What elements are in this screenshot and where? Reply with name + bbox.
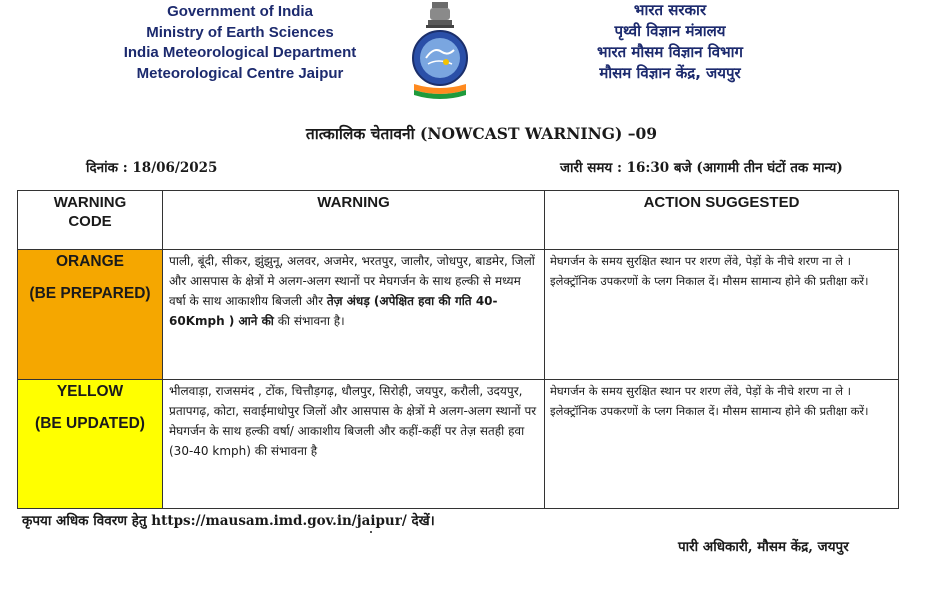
warning-text: भीलवाड़ा, राजसमंद , टोंक, चित्तौड़गढ़, धौलपुर, सिरोही, जयपुर, करौली, उदयपुर, प्रतापगढ़, कोटा, सवाईमाधोपुर जिलों और आसपास के क्षेत्रों मे अलग-अलग स्थानों पर मेघगर्जन के साथ हल्की वर्षा/ आकाशीय बिजली और कहीं-कहीं पर तेज़ सतही हवा (30-40 kmph) की संभावना है bbox=[163, 380, 545, 509]
header-hindi-line: भारत मौसम विज्ञान विभाग bbox=[597, 43, 743, 61]
header-english-line: Meteorological Centre Jaipur bbox=[136, 64, 344, 82]
imd-logo-icon bbox=[408, 0, 472, 100]
action-text: मेघगर्जन के समय सुरक्षित स्थान पर शरण लेंवे, पेड़ों के नीचे शरण ना ले । इलेक्ट्रॉनिक उपकरणों के प्लग निकाल दें। मौसम सामान्य होने की प्रतीक्षा करें। bbox=[545, 250, 899, 380]
action-text: मेघगर्जन के समय सुरक्षित स्थान पर शरण लेंवे, पेड़ों के नीचे शरण ना ले । इलेक्ट्रॉनिक उपकरणों के प्लग निकाल दें। मौसम सामान्य होने की प्रतीक्षा करें। bbox=[545, 380, 899, 509]
issue-time: जारी समय : 16:30 बजे (आगामी तीन घंटों तक मान्य) bbox=[560, 160, 843, 176]
column-header-warning: WARNING bbox=[163, 191, 545, 250]
table-row bbox=[18, 380, 899, 509]
table-row bbox=[18, 250, 899, 380]
details-link-text[interactable]: कृपया अधिक विवरण हेतु https://mausam.imd.gov.in/jaipur/ देखें। bbox=[22, 513, 435, 529]
warning-table bbox=[17, 190, 899, 509]
column-header-code-label: WARNING CODE bbox=[53, 194, 127, 230]
warning-text-tail: की संभावना है। bbox=[273, 314, 345, 328]
column-header-action: ACTION SUGGESTED bbox=[545, 191, 899, 250]
warning-text-plain: पाली, बूंदी, सीकर, झुंझुनू, अलवर, अजमेर, भरतपुर, जालौर, जोधपुर, बाडमेर, जिलों और आसपास के क्षेत्रों मे अलग-अलग स्थानों पर मेघगर्जन के साथ हल्की से मध्यम वर्षा के साथ आकाशीय बिजली और bbox=[169, 254, 535, 308]
header-hindi bbox=[560, 0, 780, 84]
header-english-line: India Meteorological Department bbox=[123, 44, 357, 61]
header-english-line: Ministry of Earth Sciences bbox=[146, 23, 334, 41]
header-hindi-line: भारत सरकार bbox=[633, 1, 707, 19]
page-title: तात्कालिक चेतावनी (NOWCAST WARNING) –09 bbox=[305, 124, 658, 143]
signature: पारी अधिकारी, मौसम केंद्र, जयपुर bbox=[678, 539, 849, 555]
code-name: ORANGE bbox=[55, 253, 125, 270]
warning-text-bold: तेज़ अंधड़ (अपेक्षित हवा की गति 40-60Kmph ) आने की bbox=[169, 294, 498, 328]
warning-code-yellow bbox=[18, 380, 163, 509]
warning-code-orange bbox=[18, 250, 163, 380]
header-hindi-line: मौसम विज्ञान केंद्र, जयपुर bbox=[599, 64, 741, 82]
warning-text bbox=[163, 250, 545, 380]
header-hindi-line: पृथ्वी विज्ञान मंत्रालय bbox=[614, 22, 726, 40]
issue-date: दिनांक : 18/06/2025 bbox=[86, 160, 218, 176]
code-name: YELLOW bbox=[56, 383, 124, 400]
code-sub: (BE PREPARED) bbox=[29, 285, 151, 302]
header-english bbox=[100, 2, 380, 84]
ashoka-emblem-icon bbox=[426, 2, 454, 28]
header-english-line: Government of India bbox=[167, 3, 313, 20]
stray-dot bbox=[370, 531, 372, 533]
code-sub: (BE UPDATED) bbox=[35, 415, 145, 432]
column-header-code bbox=[18, 191, 163, 250]
table-header-row bbox=[18, 191, 899, 250]
